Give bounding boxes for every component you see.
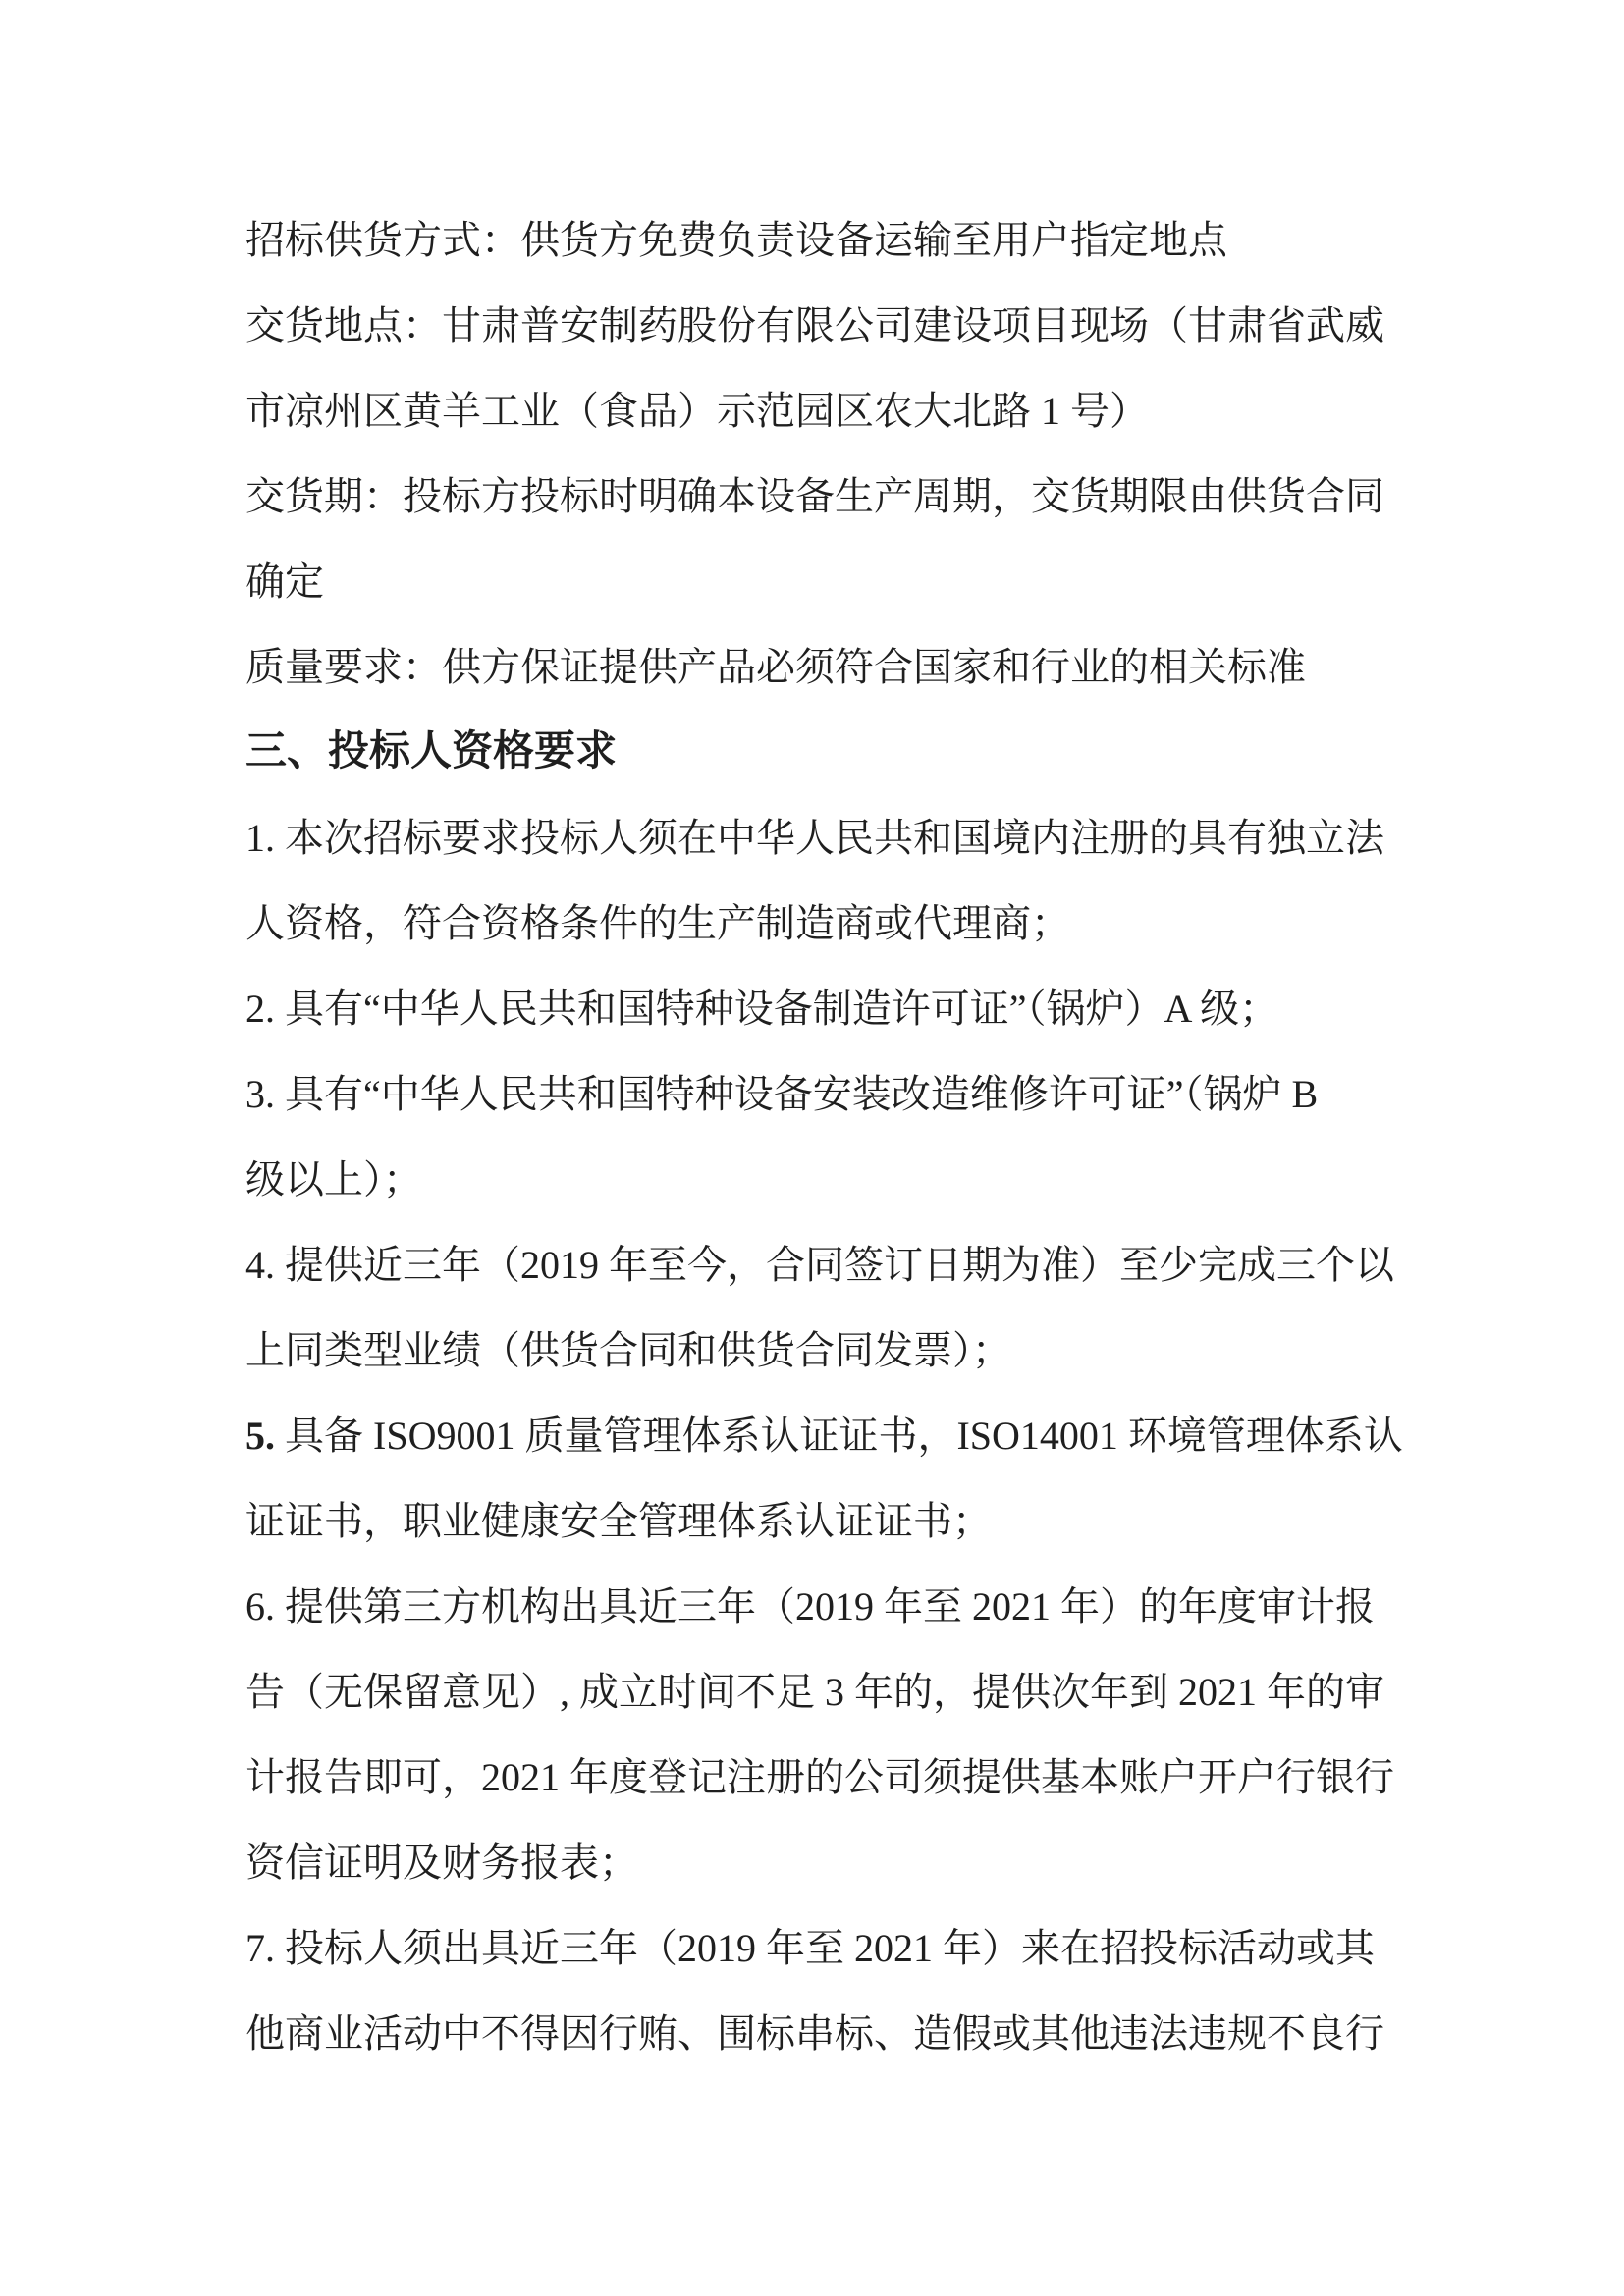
document-line: 6. 提供第三方机构出具近三年（2019 年至 2021 年）的年度审计报 <box>245 1584 1375 1629</box>
document-line: 确定 <box>245 560 324 604</box>
document-line: 2. 具有“中华人民共和国特种设备制造许可证”（锅炉）A 级； <box>245 987 1279 1031</box>
document-line: 交货地点：甘肃普安制药股份有限公司建设项目现场（甘肃省武威 <box>245 303 1384 347</box>
document-line: 他商业活动中不得因行贿、围标串标、造假或其他违法违规不良行 <box>245 2011 1384 2056</box>
document-line: 5. 具备 ISO9001 质量管理体系认证证书，ISO14001 环境管理体系认 <box>245 1414 1403 1458</box>
document-line: 4. 提供近三年（2019 年至今，合同签订日期为准）至少完成三个以 <box>245 1243 1394 1287</box>
document-line: 上同类型业绩（供货合同和供货合同发票）； <box>245 1328 1011 1372</box>
document-line: 质量要求：供方保证提供产品必须符合国家和行业的相关标准 <box>245 645 1306 689</box>
document-page <box>245 197 1463 2076</box>
document-line: 资信证明及财务报表； <box>245 1841 638 1885</box>
document-line: 招标供货方式：供货方免费负责设备运输至用户指定地点 <box>245 218 1227 262</box>
document-line: 3. 具有“中华人民共和国特种设备安装改造维修许可证”（锅炉 B <box>245 1072 1319 1116</box>
document-line: 交货期：投标方投标时明确本设备生产周期，交货期限由供货合同 <box>245 474 1384 518</box>
document-line: 计报告即可，2021 年度登记注册的公司须提供基本账户开户行银行 <box>245 1755 1394 1799</box>
document-line: 7. 投标人须出具近三年（2019 年至 2021 年）来在招投标活动或其 <box>245 1926 1375 1970</box>
document-line: 级以上）； <box>245 1157 422 1201</box>
document-line: 市凉州区黄羊工业（食品）示范园区农大北路 1 号） <box>245 389 1149 433</box>
section-heading: 三、投标人资格要求 <box>245 729 618 774</box>
document-line: 人资格，符合资格条件的生产制造商或代理商； <box>245 901 1070 945</box>
document-line: 证证书，职业健康安全管理体系认证证书； <box>245 1499 992 1543</box>
document-line: 1. 本次招标要求投标人须在中华人民共和国境内注册的具有独立法 <box>245 816 1384 860</box>
document-line: 告（无保留意见）, 成立时间不足 3 年的，提供次年到 2021 年的审 <box>245 1670 1384 1714</box>
list-item-number: 5. <box>245 1414 275 1458</box>
